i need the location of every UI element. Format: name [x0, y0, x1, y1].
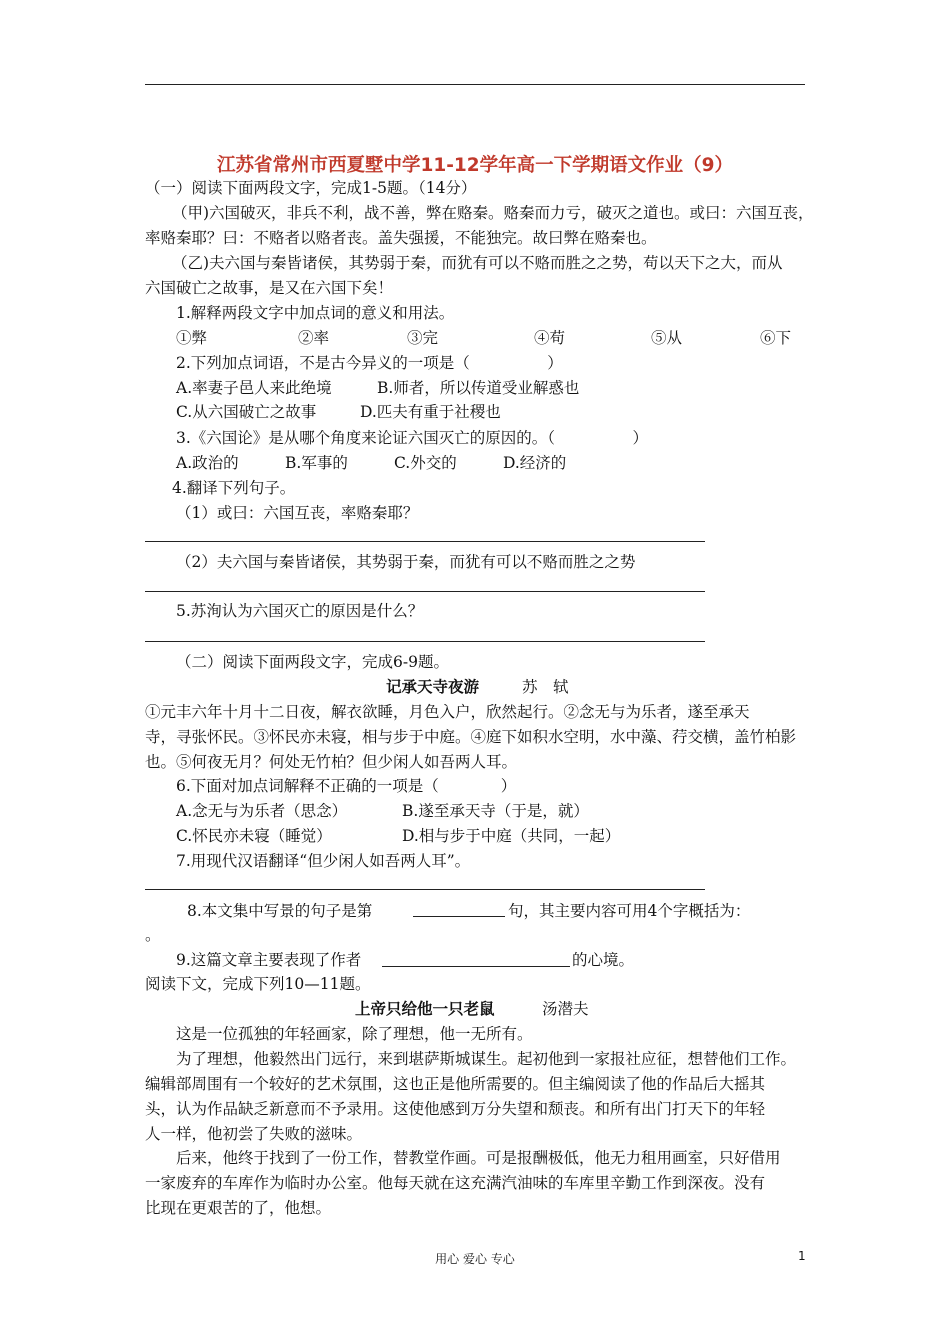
- story-line: 人一样，他初尝了失败的滋味。: [145, 1125, 363, 1143]
- question-3: 3.《六国论》是从哪个角度来论证六国灭亡的原因的。（ ）: [176, 429, 649, 447]
- fill-blank: [413, 916, 505, 917]
- footer-motto: 用心 爱心 专心: [435, 1252, 515, 1266]
- part2-instruction: （二）阅读下面两段文字，完成6-9题。: [176, 653, 449, 671]
- story-line: 头，认为作品缺乏新意而不予录用。这使他感到万分失望和颓丧。和所有出门打天下的年轻: [145, 1100, 766, 1118]
- q6-option-c: C.怀民亦未寝（睡觉）: [176, 827, 332, 845]
- passage-jia-line-2: 率赂秦耶？曰：不赂者以赂者丧。盖失强援，不能独完。故曰弊在赂秦也。: [145, 229, 657, 247]
- answer-line: [145, 641, 705, 642]
- story-author: 汤潜夫: [542, 1000, 589, 1018]
- q6-option-b: B.遂至承天寺（于是，就）: [402, 802, 589, 820]
- question-2: 2.下列加点词语，不是古今异义的一项是（ ）: [176, 354, 563, 372]
- q1-option: ④苟: [534, 329, 566, 347]
- q1-option: ⑤从: [651, 329, 683, 347]
- question-5: 5.苏洵认为六国灭亡的原因是什么？: [176, 602, 424, 620]
- part3-instruction: 阅读下文，完成下列10—11题。: [145, 975, 371, 993]
- q1-option: ②率: [298, 329, 330, 347]
- poem-text-line-3: 也。⑤何夜无月？何处无竹柏？但少闲人如吾两人耳。: [145, 753, 518, 771]
- part1-instruction: （一）阅读下面两段文字，完成1-5题。（14分）: [145, 179, 477, 197]
- story-line: 后来，他终于找到了一份工作，替教堂作画。可是报酬极低，他无力租用画室，只好借用: [176, 1149, 781, 1167]
- q1-option: ①弊: [176, 329, 208, 347]
- question-8-part-b: 句，其主要内容可用4个字概括为：: [508, 902, 751, 920]
- q2-option-a: A.率妻子邑人来此绝境: [176, 379, 332, 397]
- poem-text-line-1: ①元丰六年十月十二日夜，解衣欲睡，月色入户，欣然起行。②念无与为乐者，遂至承天: [145, 703, 750, 721]
- story-line: 编辑部周围有一个较好的艺术氛围，这也正是他所需要的。但主编阅读了他的作品后大摇其: [145, 1075, 766, 1093]
- question-4: 4.翻译下列句子。: [172, 479, 296, 497]
- poem-author: 苏 轼: [522, 678, 569, 696]
- q3-option: C.外交的: [394, 454, 457, 472]
- answer-line: [145, 889, 705, 890]
- question-8-part-a: 8.本文集中写景的句子是第: [187, 902, 373, 920]
- q3-option: A.政治的: [176, 454, 239, 472]
- poem-text-line-2: 寺，寻张怀民。③怀民亦未寝，相与步于中庭。④庭下如积水空明，水中藻、荇交横，盖竹柏影: [145, 728, 797, 746]
- q1-option: ③完: [407, 329, 439, 347]
- question-7: 7.用现代汉语翻译“但少闲人如吾两人耳”。: [176, 852, 471, 870]
- question-9-part-b: 的心境。: [572, 951, 635, 969]
- fill-blank: [382, 966, 570, 967]
- story-line: 这是一位孤独的年轻画家，除了理想，他一无所有。: [176, 1025, 533, 1043]
- q3-option: B.军事的: [285, 454, 348, 472]
- q3-option: D.经济的: [503, 454, 567, 472]
- story-title: 上帝只给他一只老鼠: [355, 1000, 495, 1018]
- q2-option-c: C.从六国破亡之故事: [176, 403, 317, 421]
- question-4-1: （1）或曰：六国互丧，率赂秦耶？: [176, 504, 419, 522]
- passage-yi-line-2: 六国破亡之故事，是又在六国下矣！: [145, 279, 394, 297]
- q1-option: ⑥下: [760, 329, 792, 347]
- q2-option-d: D.匹夫有重于社稷也: [360, 403, 501, 421]
- answer-line: [145, 591, 705, 592]
- question-8-end: 。: [145, 926, 161, 944]
- page-title: 江苏省常州市西夏墅中学11-12学年高一下学期语文作业（9）: [216, 155, 734, 176]
- question-9-part-a: 9.这篇文章主要表现了作者: [176, 951, 362, 969]
- header-rule: [145, 84, 805, 85]
- q6-option-d: D.相与步于中庭（共同，一起）: [402, 827, 621, 845]
- poem-title: 记承天寺夜游: [386, 678, 480, 696]
- question-6: 6.下面对加点词解释不正确的一项是（ ）: [176, 777, 517, 795]
- answer-line: [145, 541, 705, 542]
- question-1: 1.解释两段文字中加点词的意义和用法。: [176, 304, 455, 322]
- story-line: 比现在更艰苦的了，他想。: [145, 1199, 332, 1217]
- story-line: 一家废弃的车库作为临时办公室。他每天就在这充满汽油味的车库里辛勤工作到深夜。没有: [145, 1174, 766, 1192]
- q6-option-a: A.念无与为乐者（思念）: [176, 802, 348, 820]
- question-4-2: （2）夫六国与秦皆诸侯，其势弱于秦，而犹有可以不赂而胜之之势: [176, 553, 636, 571]
- page-number: 1: [798, 1249, 806, 1263]
- story-line: 为了理想，他毅然出门远行，来到堪萨斯城谋生。起初他到一家报社应征，想替他们工作。: [176, 1050, 797, 1068]
- passage-jia-line-1: （甲)六国破灭，非兵不利，战不善，弊在赂秦。赂秦而力亏，破灭之道也。或曰：六国互丧，: [172, 204, 814, 222]
- passage-yi-line-1: （乙)夫六国与秦皆诸侯，其势弱于秦，而犹有可以不赂而胜之之势，苟以天下之大，而从: [172, 254, 783, 272]
- q2-option-b: B.师者，所以传道受业解惑也: [377, 379, 580, 397]
